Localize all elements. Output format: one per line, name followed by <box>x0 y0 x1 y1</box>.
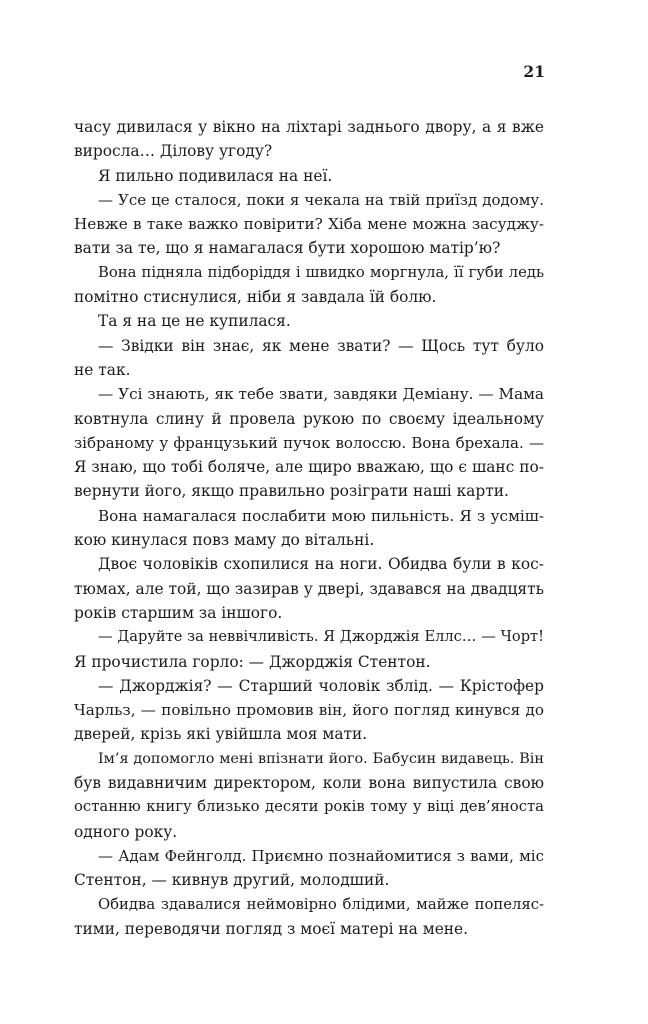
text-line: Я пильно подивилася на неї. <box>98 166 333 185</box>
text-line: ковтнула слину й провела рукою по своєму ідеальному <box>74 409 544 428</box>
text-line: тюмах, але той, що зазирав у двері, здавався на двадцять <box>74 579 544 598</box>
text-line: Ім’я допомогло мені впізнати його. Бабусин видавець. Він <box>98 750 544 767</box>
text-line: виросла… Ділову угоду? <box>74 142 273 161</box>
text-line: останню книгу близько десяти років тому у віці дев’яноста <box>74 798 544 816</box>
text-line: Вона намагалася послабити мою пильність. Я з усміш- <box>98 506 544 525</box>
text-line: вати за те, що я намагалася бути хорошою матір’ю? <box>74 239 501 258</box>
body-text <box>74 115 544 941</box>
text-line: дверей, крізь які увійшла моя мати. <box>74 725 368 744</box>
text-line: — Адам Фейнголд. Приємно познайомитися з вами, міс <box>98 846 544 865</box>
text-line: — Звідки він знає, як мене звати? — Щось тут було <box>98 336 544 355</box>
text-line: Чарльз, — повільно промовив він, його погляд кинувся до <box>74 701 544 720</box>
text-line: Я прочистила горло: — Джорджія Стентон. <box>74 652 431 671</box>
text-line: був видавничим директором, коли вона випустила свою <box>74 774 544 793</box>
text-line: вернути його, якщо правильно розіграти наші карти. <box>74 482 509 501</box>
text-line: Та я на це не купилася. <box>98 312 291 331</box>
text-line: тими, переводячи погляд з моєї матері на мене. <box>74 919 469 938</box>
text-line: років старшим за іншого. <box>74 603 283 622</box>
page-number: 21 <box>523 62 545 81</box>
text-line: Я знаю, що тобі боляче, але щиро вважаю, що є шанс по- <box>74 458 544 477</box>
text-line: часу дивилася у вікно на ліхтарі заднього двору, а я вже <box>74 118 544 136</box>
text-line: — Джорджія? — Старший чоловік зблід. — Крістофер <box>98 676 544 695</box>
text-line: не так. <box>74 360 131 379</box>
text-line: — Усі знають, як тебе звати, завдяки Деміану. — Мама <box>98 385 544 404</box>
text-line: кою кинулася повз маму до вітальні. <box>74 531 375 550</box>
text-line: Двоє чоловіків схопилися на ноги. Обидва були в кос- <box>98 555 544 574</box>
text-line: одного року. <box>74 822 178 841</box>
text-line: зібраному у французький пучок волоссю. Вона брехала. — <box>74 433 544 452</box>
text-line: Невже в таке важко повірити? Хіба мене можна засуджу- <box>74 215 544 234</box>
text-line: — Даруйте за неввічливість. Я Джорджія Еллс… — Чорт! <box>98 628 544 646</box>
text-line: Обидва здавалися неймовірно блідими, майже попеляс- <box>98 895 544 913</box>
text-line: — Усе це сталося, поки я чекала на твій приїзд додому. <box>98 190 544 209</box>
text-line: помітно стиснулися, ніби я завдала їй болю. <box>74 288 437 307</box>
text-line: Стентон, — кивнув другий, молодший. <box>74 871 390 890</box>
text-line: Вона підняла підборіддя і швидко моргнула, її губи ледь <box>98 263 544 281</box>
